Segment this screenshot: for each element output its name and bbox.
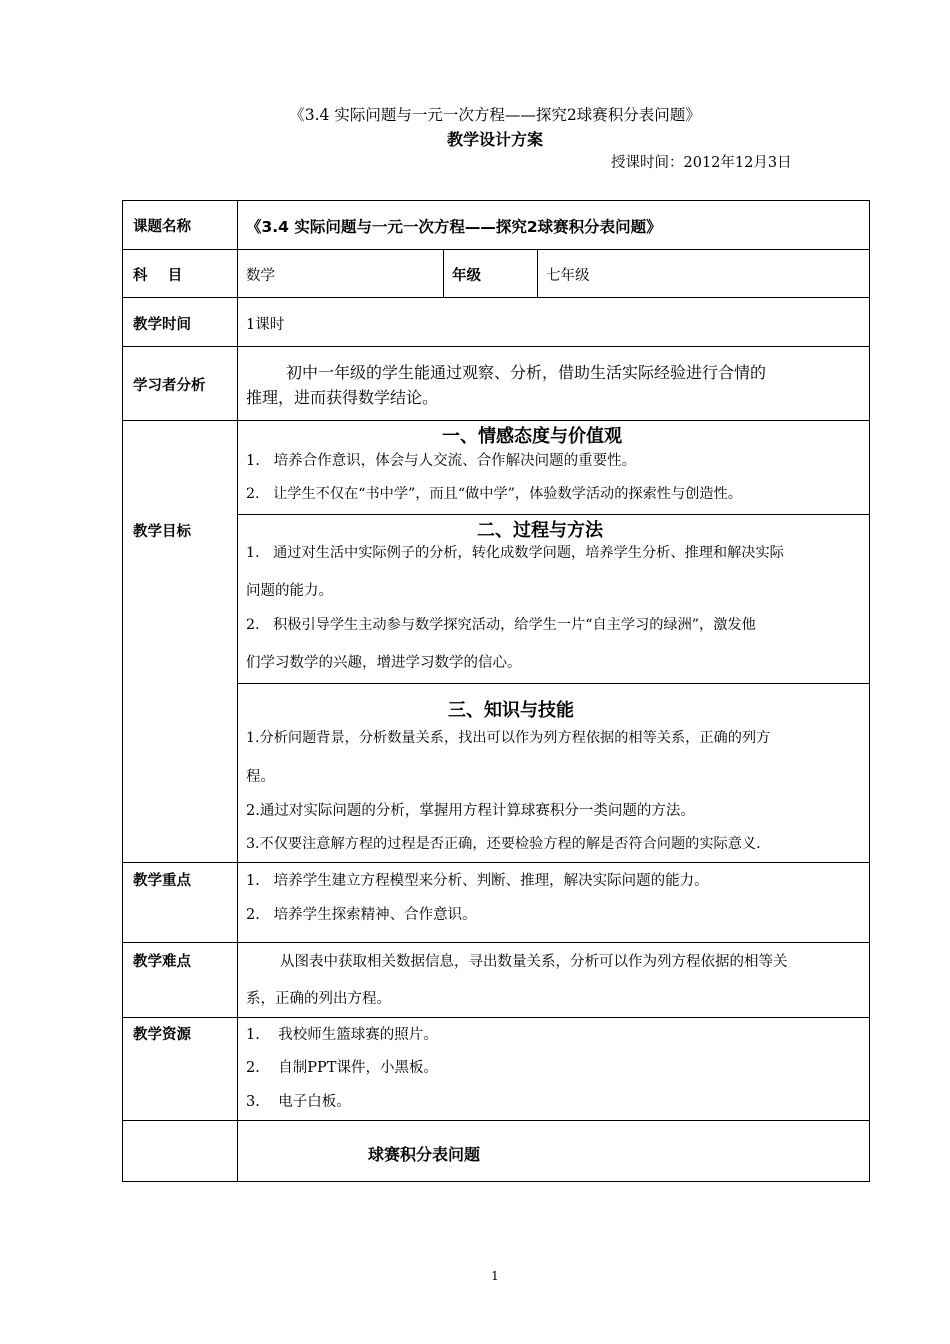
subject-label: 科 目 bbox=[133, 268, 183, 284]
inner-divider bbox=[237, 514, 870, 515]
row-divider bbox=[122, 862, 870, 863]
goal-item: 2. 积极引导学生主动参与数学探究活动，给学生一片“自主学习的绿洲”，激发他 bbox=[246, 617, 756, 633]
row-divider bbox=[122, 420, 870, 421]
learner-analysis-line: 推理，进而获得数学结论。 bbox=[246, 388, 439, 407]
learner-analysis-label: 学习者分析 bbox=[133, 378, 206, 394]
lesson-date: 授课时间：2012年12月3日 bbox=[611, 155, 792, 171]
goal-item-continued: 们学习数学的兴趣，增进学习数学的信心。 bbox=[246, 655, 522, 671]
difficulty-line: 系，正确的列出方程。 bbox=[246, 991, 391, 1007]
row-divider bbox=[122, 1120, 870, 1121]
teaching-goals-label: 教学目标 bbox=[133, 524, 191, 540]
goal-item: 2.通过对实际问题的分析，掌握用方程计算球赛积分一类问题的方法。 bbox=[246, 803, 695, 819]
goal-item: 1. 培养合作意识，体会与人交流、合作解决问题的重要性。 bbox=[246, 453, 637, 469]
topic-value: 《3.4 实际问题与一元一次方程——探究2球赛积分表问题》 bbox=[246, 218, 662, 236]
goal-item: 1. 通过对生活中实际例子的分析，转化成数学问题，培养学生分析、推理和解决实际 bbox=[246, 545, 784, 561]
table-border-right bbox=[869, 200, 870, 1182]
table-border-bottom bbox=[122, 1181, 870, 1182]
key-point-item: 1. 培养学生建立方程模型来分析、判断、推理，解决实际问题的能力。 bbox=[246, 873, 709, 889]
goal-item-continued: 程。 bbox=[246, 769, 275, 785]
table-border-top bbox=[122, 200, 870, 201]
row-divider bbox=[122, 1017, 870, 1018]
document-subtitle: 教学设计方案 bbox=[446, 130, 543, 149]
column-divider bbox=[537, 249, 538, 298]
row-divider bbox=[122, 249, 870, 250]
key-points-label: 教学重点 bbox=[133, 873, 191, 889]
teaching-time-value: 1课时 bbox=[246, 317, 285, 333]
topic-label: 课题名称 bbox=[133, 219, 191, 235]
goal-item-continued: 问题的能力。 bbox=[246, 583, 333, 599]
resource-item: 3. 电子白板。 bbox=[246, 1094, 351, 1110]
inner-divider bbox=[237, 683, 870, 684]
goal-heading-process: 二、过程与方法 bbox=[477, 520, 603, 541]
goal-item: 2. 让学生不仅在“书中学”，而且“做中学”，体验数学活动的探索性与创造性。 bbox=[246, 486, 742, 502]
difficulty-label: 教学难点 bbox=[133, 954, 191, 970]
row-divider bbox=[122, 346, 870, 347]
resources-label: 教学资源 bbox=[133, 1027, 191, 1043]
column-divider bbox=[443, 249, 444, 298]
key-point-item: 2. 培养学生探索精神、合作意识。 bbox=[246, 907, 477, 923]
goal-heading-attitude: 一、情感态度与价值观 bbox=[442, 426, 622, 447]
goal-item: 3.不仅要注意解方程的过程是否正确，还要检验方程的解是否符合问题的实际意义. bbox=[246, 836, 761, 852]
difficulty-line: 从图表中获取相关数据信息，寻出数量关系，分析可以作为列方程依据的相等关 bbox=[280, 954, 788, 970]
learner-analysis-line: 初中一年级的学生能通过观察、分析，借助生活实际经验进行合情的 bbox=[286, 363, 767, 382]
grade-value: 七年级 bbox=[546, 268, 590, 284]
table-border-left bbox=[122, 200, 123, 1182]
teaching-time-label: 教学时间 bbox=[133, 317, 191, 333]
grade-label: 年级 bbox=[452, 268, 481, 284]
document-title: 《3.4 实际问题与一元一次方程——探究2球赛积分表问题》 bbox=[289, 106, 701, 124]
subject-value: 数学 bbox=[246, 268, 275, 284]
resource-item: 1. 我校师生篮球赛的照片。 bbox=[246, 1027, 438, 1043]
row-divider bbox=[122, 297, 870, 298]
column-divider bbox=[237, 200, 238, 1182]
goal-item: 1.分析问题背景，分析数量关系，找出可以作为列方程依据的相等关系，正确的列方 bbox=[246, 730, 771, 746]
page-number: 1 bbox=[491, 1269, 499, 1283]
goal-heading-knowledge: 三、知识与技能 bbox=[448, 700, 574, 721]
resource-item: 2. 自制PPT课件，小黑板。 bbox=[246, 1060, 438, 1076]
row-divider bbox=[122, 942, 870, 943]
section-topic: 球赛积分表问题 bbox=[368, 1145, 481, 1164]
